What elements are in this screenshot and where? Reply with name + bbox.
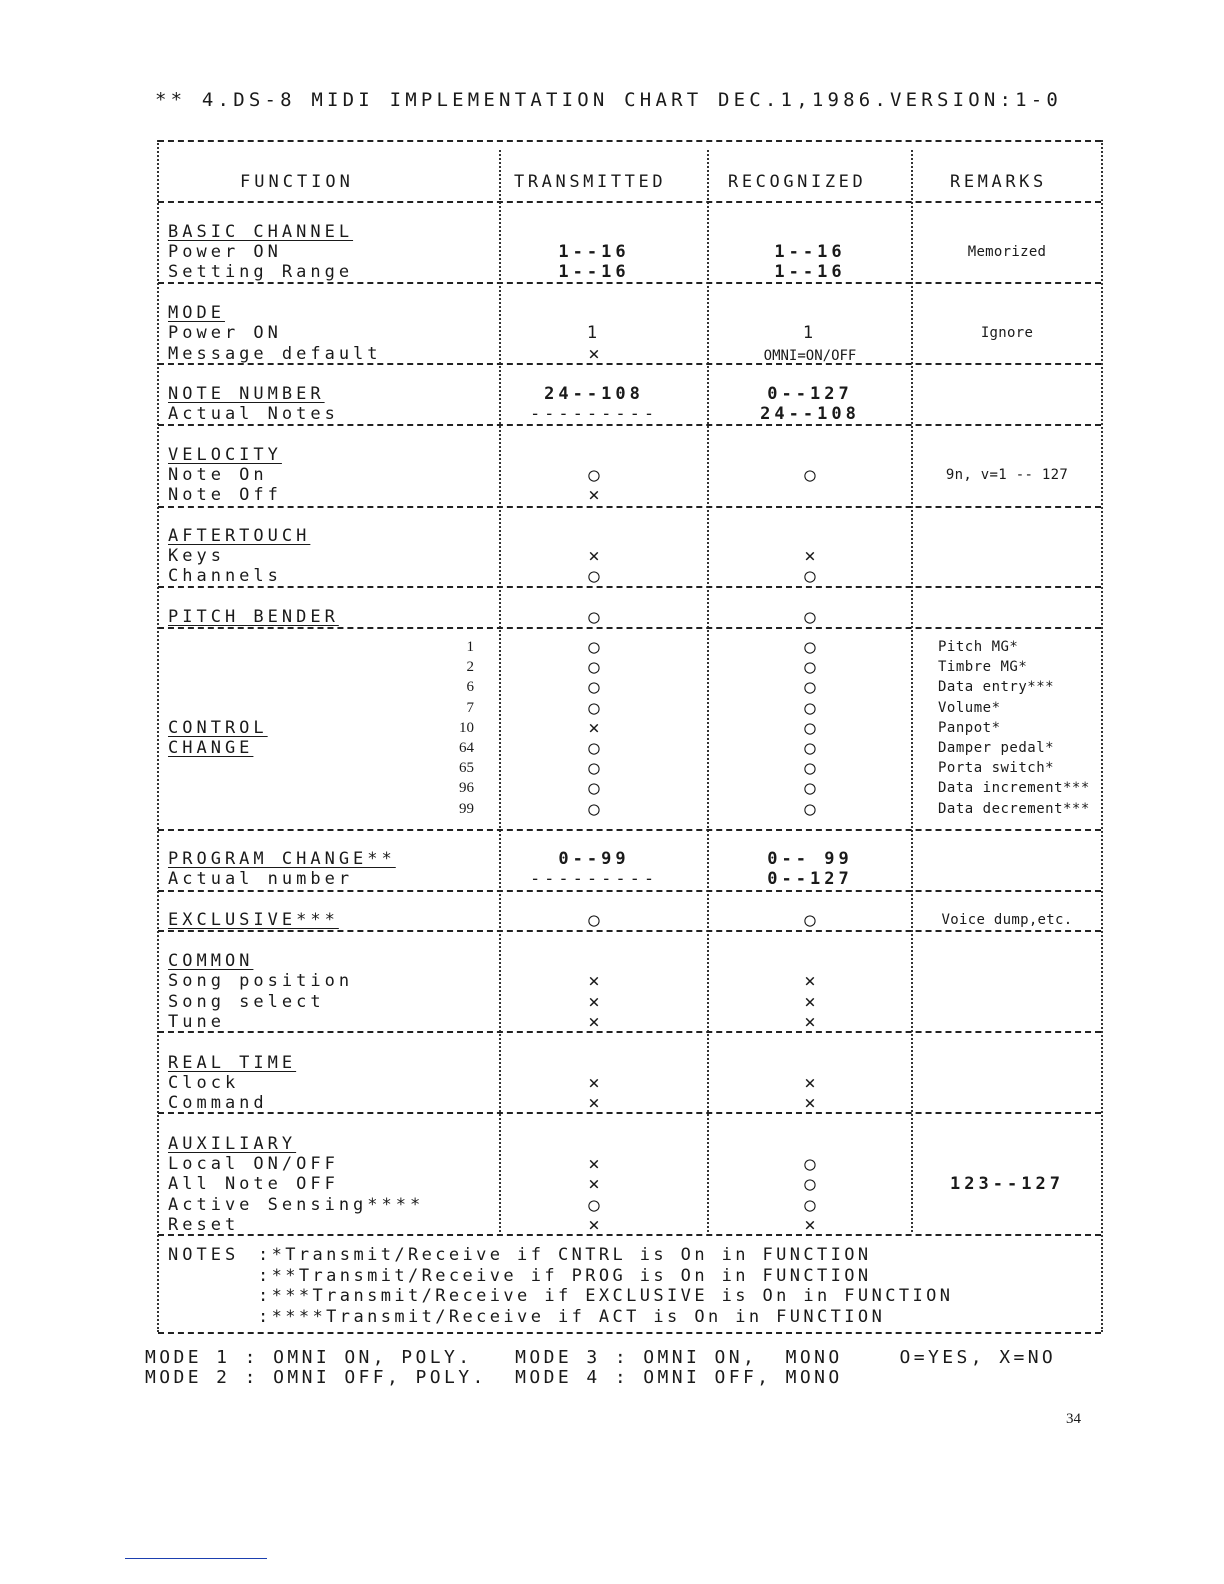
transmitted-value: ○ xyxy=(588,1194,600,1216)
control-number: 2 xyxy=(466,659,474,676)
remarks-value: Data entry*** xyxy=(938,679,1055,696)
function-label: Note On xyxy=(168,465,268,485)
remarks-value: Memorized xyxy=(967,244,1047,260)
recognized-value: ○ xyxy=(804,1194,816,1216)
control-number: 65 xyxy=(459,760,474,777)
function-label: Local ON/OFF xyxy=(168,1154,339,1174)
transmitted-value: 1--16 xyxy=(558,262,630,282)
control-number: 10 xyxy=(459,719,474,736)
transmitted-value: × xyxy=(588,545,600,567)
recognized-value: × xyxy=(804,991,816,1013)
recognized-value: OMNI=ON/OFF xyxy=(763,348,857,364)
recognized-value: ○ xyxy=(804,797,816,820)
control-number: 96 xyxy=(459,780,474,797)
transmitted-value: × xyxy=(588,1153,600,1175)
recognized-value: 0--127 xyxy=(767,869,853,889)
transmitted-value: ○ xyxy=(588,656,600,679)
transmitted-value: × xyxy=(588,1214,600,1236)
note-line-4: :****Transmit/Receive if ACT is On in FUNCTION xyxy=(258,1307,886,1327)
recognized-value: ○ xyxy=(804,464,816,486)
section-heading: BASIC CHANNEL xyxy=(168,222,354,242)
function-label: Setting Range xyxy=(168,262,354,282)
recognized-value: × xyxy=(804,1214,816,1236)
table-rule xyxy=(158,201,1101,203)
col-divider-2 xyxy=(707,150,709,1232)
section-heading: PITCH BENDER xyxy=(168,607,339,627)
remarks-value: Panpot* xyxy=(938,719,1001,736)
recognized-value: ○ xyxy=(804,1173,816,1195)
remarks-value: Data increment*** xyxy=(938,780,1090,797)
recognized-value: × xyxy=(804,1072,816,1094)
control-number: 6 xyxy=(466,679,474,696)
transmitted-value: ○ xyxy=(588,565,600,587)
notes-label: NOTES xyxy=(168,1245,240,1265)
table-rule xyxy=(158,890,1101,892)
section-heading: VELOCITY xyxy=(168,445,282,465)
transmitted-value: ○ xyxy=(588,757,600,780)
section-heading: NOTE NUMBER xyxy=(168,384,325,404)
table-rule xyxy=(158,424,1101,426)
frame-left xyxy=(157,140,159,1332)
chart-title: ** 4.DS-8 MIDI IMPLEMENTATION CHART DEC.1,1986.VERSION:1-0 xyxy=(155,89,1063,111)
recognized-value: × xyxy=(804,1092,816,1114)
transmitted-value: × xyxy=(588,1173,600,1195)
col-divider-3 xyxy=(911,150,913,1232)
function-label: Actual number xyxy=(168,869,354,889)
control-number: 7 xyxy=(466,699,474,716)
footnote-rule xyxy=(125,1558,267,1559)
transmitted-value: ○ xyxy=(588,606,600,628)
transmitted-value: 1 xyxy=(586,323,602,343)
function-label: Clock xyxy=(168,1073,240,1093)
function-label: Command xyxy=(168,1093,268,1113)
page-number: 34 xyxy=(1066,1411,1081,1427)
transmitted-value: × xyxy=(588,991,600,1013)
recognized-value: ○ xyxy=(804,716,816,739)
recognized-value: ○ xyxy=(804,737,816,759)
recognized-value: 1 xyxy=(802,323,818,343)
recognized-value: × xyxy=(804,970,816,992)
recognized-value: 1--16 xyxy=(774,262,846,282)
table-rule xyxy=(158,930,1101,932)
function-label: Reset xyxy=(168,1215,240,1235)
function-label: Actual Notes xyxy=(168,404,339,424)
remarks-value: Data decrement*** xyxy=(938,800,1090,817)
table-rule xyxy=(158,829,1101,831)
section-heading: MODE xyxy=(168,303,225,323)
recognized-value: ○ xyxy=(804,636,816,658)
table-rule xyxy=(158,627,1101,629)
transmitted-value: 24--108 xyxy=(544,384,644,404)
transmitted-value: ○ xyxy=(588,797,600,820)
recognized-value: 24--108 xyxy=(760,404,860,424)
section-heading: EXCLUSIVE*** xyxy=(168,910,339,930)
section-heading: AUXILIARY xyxy=(168,1134,297,1154)
recognized-value: ○ xyxy=(804,909,816,931)
function-label: Power ON xyxy=(168,242,282,262)
table-rule xyxy=(158,506,1101,508)
function-label: Note Off xyxy=(168,485,282,505)
remarks-value: Ignore xyxy=(980,325,1034,341)
recognized-value: 0-- 99 xyxy=(767,849,853,869)
function-label: All Note OFF xyxy=(168,1174,339,1194)
transmitted-value: × xyxy=(588,716,600,739)
function-label: Keys xyxy=(168,546,225,566)
transmitted-value: × xyxy=(588,1011,600,1033)
function-label: Song position xyxy=(168,971,354,991)
note-line-2: :**Transmit/Receive if PROG is On in FUNCTION xyxy=(258,1266,872,1286)
transmitted-value: × xyxy=(588,1092,600,1114)
transmitted-value: × xyxy=(588,1072,600,1094)
remarks-value: Pitch MG* xyxy=(938,639,1019,655)
function-label: Message default xyxy=(168,344,382,364)
transmitted-value: ○ xyxy=(588,464,600,486)
section-heading: PROGRAM CHANGE** xyxy=(168,849,396,869)
transmitted-value: --------- xyxy=(529,869,659,889)
control-number: 99 xyxy=(459,800,474,817)
transmitted-value: ○ xyxy=(588,737,600,759)
transmitted-value: 0--99 xyxy=(558,849,630,869)
function-label: Channels xyxy=(168,566,282,586)
mode-legend-line-2: MODE 2 : OMNI OFF, POLY. MODE 4 : OMNI OFF, MONO xyxy=(145,1367,843,1388)
function-label: Song select xyxy=(168,992,325,1012)
table-rule xyxy=(158,140,1101,142)
recognized-value: 1--16 xyxy=(774,242,846,262)
table-rule xyxy=(158,586,1101,588)
recognized-value: ○ xyxy=(804,1153,816,1175)
col-header-transmitted: TRANSMITTED xyxy=(514,172,667,192)
transmitted-value: 1--16 xyxy=(558,242,630,262)
transmitted-value: ○ xyxy=(588,696,600,719)
remarks-value: Damper pedal* xyxy=(938,740,1055,756)
mode-legend-line-1: MODE 1 : OMNI ON, POLY. MODE 3 : OMNI ON, MONO O=YES, X=NO xyxy=(145,1347,1057,1368)
transmitted-value: × xyxy=(588,343,600,365)
frame-right xyxy=(1101,140,1103,1332)
function-label: Active Sensing**** xyxy=(168,1195,425,1215)
transmitted-value: × xyxy=(588,484,600,506)
recognized-value: ○ xyxy=(804,696,816,719)
col-header-function: FUNCTION xyxy=(240,172,354,192)
recognized-value: 0--127 xyxy=(767,384,853,404)
control-number: 64 xyxy=(459,740,474,756)
control-change-label: CONTROL xyxy=(168,718,268,738)
recognized-value: ○ xyxy=(804,656,816,679)
remarks-value: Timbre MG* xyxy=(938,659,1028,676)
recognized-value: ○ xyxy=(804,757,816,780)
recognized-value: ○ xyxy=(804,676,816,699)
remarks-value: 9n, v=1 -- 127 xyxy=(945,467,1069,483)
recognized-value: ○ xyxy=(804,606,816,628)
transmitted-value: × xyxy=(588,970,600,992)
remarks-value: Porta switch* xyxy=(938,760,1055,777)
table-rule xyxy=(158,1332,1101,1334)
remarks-value: Volume* xyxy=(938,699,1001,716)
recognized-value: × xyxy=(804,1011,816,1033)
section-heading: COMMON xyxy=(168,951,254,971)
remarks-value: 123--127 xyxy=(950,1174,1064,1194)
transmitted-value: ○ xyxy=(588,676,600,699)
function-label: Power ON xyxy=(168,323,282,343)
recognized-value: ○ xyxy=(804,777,816,800)
section-heading: REAL TIME xyxy=(168,1053,297,1073)
transmitted-value: --------- xyxy=(529,404,659,424)
note-line-3: :***Transmit/Receive if EXCLUSIVE is On in FUNCTION xyxy=(258,1286,954,1306)
function-label: Tune xyxy=(168,1012,225,1032)
table-rule xyxy=(158,282,1101,284)
transmitted-value: ○ xyxy=(588,909,600,931)
recognized-value: × xyxy=(804,545,816,567)
transmitted-value: ○ xyxy=(588,777,600,800)
remarks-value: Voice dump,etc. xyxy=(941,912,1073,928)
recognized-value: ○ xyxy=(804,565,816,587)
col-header-remarks: REMARKS xyxy=(950,172,1047,192)
section-heading: AFTERTOUCH xyxy=(168,526,311,546)
control-number: 1 xyxy=(466,639,474,655)
control-change-label: CHANGE xyxy=(168,738,254,758)
col-header-recognized: RECOGNIZED xyxy=(728,172,867,192)
note-line-1: :*Transmit/Receive if CNTRL is On in FUNCTION xyxy=(258,1245,872,1265)
transmitted-value: ○ xyxy=(588,636,600,658)
